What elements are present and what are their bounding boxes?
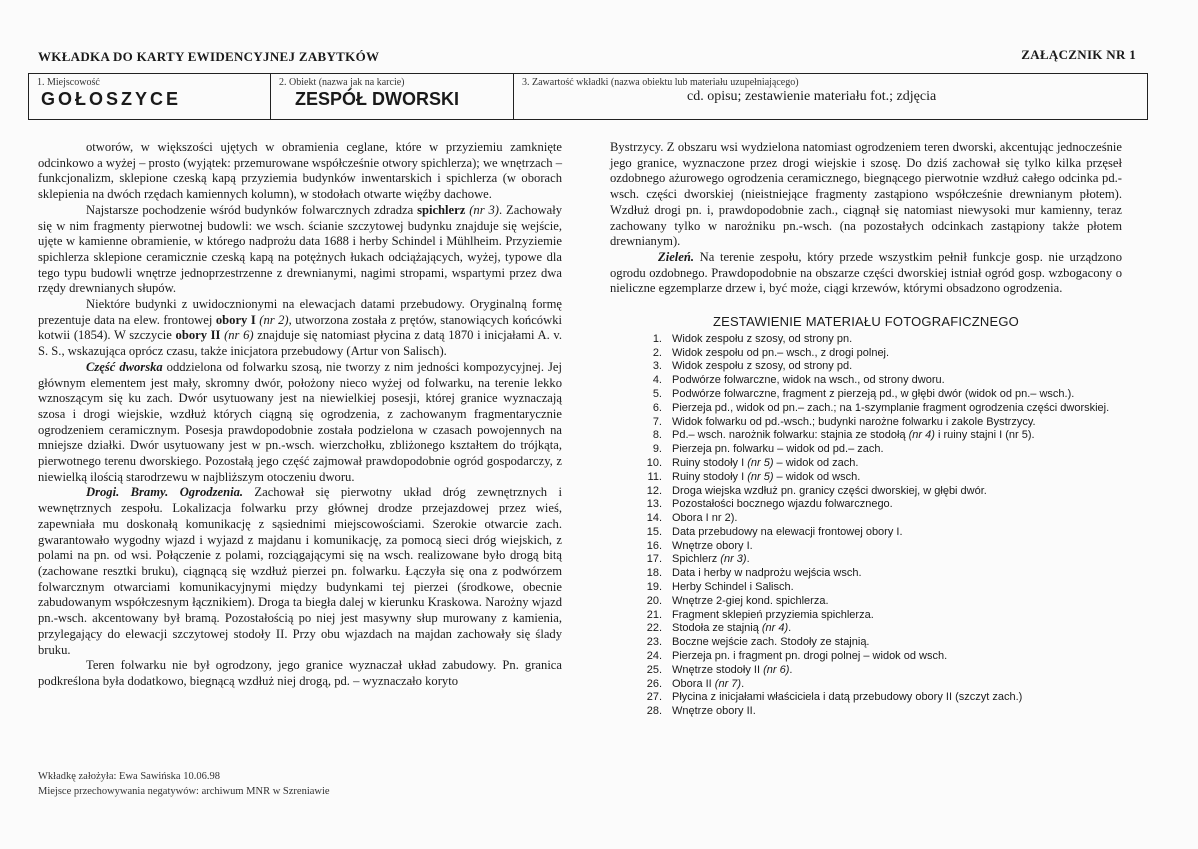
attachment-number: ZAŁĄCZNIK NR 1 — [1021, 47, 1136, 62]
photo-caption: Pd.– wsch. narożnik folwarku: stajnia ze stodołą (nr 4) i ruiny stajni I (nr 5). — [672, 429, 1035, 442]
photo-caption: Widok folwarku od pd.-wsch.; budynki narożne folwarku i zakole Bystrzycy. — [672, 415, 1036, 428]
photo-number: 4. — [652, 374, 662, 387]
photo-caption: Fragment sklepień przyziemia spichlerza. — [672, 608, 874, 621]
photo-caption: Boczne wejście zach. Stodoły ze stajnią. — [672, 636, 870, 649]
photo-number: 6. — [652, 401, 662, 414]
contents-value: cd. opisu; zestawienie materiału fot.; zdjęcia — [687, 89, 937, 104]
photo-caption: Spichlerz (nr 3). — [672, 553, 750, 566]
photo-list-item — [610, 443, 1122, 457]
photo-list-item — [610, 595, 1122, 609]
photo-caption: Pierzeja pn. folwarku – widok od pd.– zach. — [672, 443, 884, 456]
photo-list-item — [610, 691, 1122, 705]
photo-list-item — [610, 402, 1122, 416]
photo-caption: Pozostałości bocznego wjazdu folwarcznego. — [672, 498, 893, 511]
photo-caption: Widok zespołu z szosy, od strony pd. — [672, 360, 853, 373]
photo-list-item — [610, 416, 1122, 430]
paragraph-dates: Niektóre budynki z uwidocznionymi na elewacjach datami przebudowy. Oryginalną formę prezentuje data na elew. frontowej obory I (nr 2), utworzona została z prętów, stanowiących końcówki kotwii (1854). W szczycie obory II (nr 6) znajduje się natomiast płycina z datą 1870 i inicjałami A. v. S. S., wskazująca oprócz czasu, także inicjatora przebudowy (Artur von Salisch). — [38, 297, 562, 359]
header-fields — [28, 73, 1148, 120]
photo-caption: Data i herby w nadprożu wejścia wsch. — [672, 567, 862, 580]
photo-caption: Droga wiejska wzdłuż pn. granicy części dworskiej, w głębi dwór. — [672, 484, 987, 497]
photo-list-item — [610, 567, 1122, 581]
photo-number: 7. — [652, 415, 662, 428]
photo-list-item — [610, 471, 1122, 485]
left-column — [38, 140, 562, 690]
photo-number: 25. — [646, 663, 662, 676]
photo-number: 14. — [646, 512, 662, 525]
photo-caption: Podwórze folwarczne, widok na wsch., od strony dworu. — [672, 374, 945, 387]
photo-number: 3. — [652, 360, 662, 373]
paragraph: Bystrzycy. Z obszaru wsi wydzielona natomiast ogrodzeniem teren dworski, akcentując jednocześnie jego granice, wyznaczone przez drogi wiejskie i szosę. Do dziś zachował się tylko kilka przęseł ozdobnego ażurowego ogrodzenia ceramicznego, biegnącego pierwotnie wzdłuż całego odcinka pd.-wsch. części dworskiej (nieistniejące fragmenty zastąpiono współcześnie drewnianym płotem). Wzdłuż drogi pn. i, prawdopodobnie zach., ciągnął się natomiast niewysoki mur kamienny, teraz zachowany tylko w narożniku pn.-wsch. (na pozostałych odcinkach zastąpiony także płotem drewnianym). — [610, 140, 1122, 249]
paragraph-roads: Drogi. Bramy. Ogrodzenia. Zachował się pierwotny układ dróg zewnętrznych i wewnętrznych zespołu. Lokalizacja folwarku przy głównej drodze przejazdowej przez wieś, zapewniała mu doskonałą komunikację z sąsiednimi miejscowościami. Szerokie otwarcie zach. gwarantowało wygodny wjazd i wyjazd z majdanu i komunikację, za pomocą sieci dróg wiejskich, z polami na pn. od wsi. Połączenie z polami, rozciągającymi się na wsch. realizowane było drogą bitą (zachowane resztki bruku), ciągnącą się wzdłuż pierzei pn. folwarku. Łączyła się ona z podwórzem folwarcznym otwarciami komunikacyjnymi między budynkami tej pierzei (środkowe, obecnie zabudowanym współczesnym łącznikiem). Droga ta biegła dalej w kierunku Kraskowa. Narożny wjazd pn.-wsch. akcentowany był bramą. Pozostałością po niej jest masywny słup murowany z kamienia, przylegający do elewacji szczytowej stodoły II. Przy obu wjazdach na majdan zachowały się ślady bruku. — [38, 485, 562, 657]
photo-list-item — [610, 664, 1122, 678]
object-value: ZESPÓŁ DWORSKI — [295, 89, 460, 109]
photo-list — [610, 333, 1122, 719]
photo-caption: Wnętrze stodoły II (nr 6). — [672, 663, 793, 676]
photo-number: 11. — [647, 470, 662, 483]
contents-label: 3. Zawartość wkładki (nazwa obiektu lub materiału uzupełniającego) — [522, 77, 799, 88]
photo-number: 21. — [646, 608, 662, 621]
photo-list-item — [610, 540, 1122, 554]
photo-caption: Obora II (nr 7). — [672, 677, 745, 690]
photo-list-item — [610, 705, 1122, 719]
locality-label: 1. Miejscowość — [37, 77, 100, 88]
paragraph: otworów, w większości ujętych w obramienia ceglane, które w przyziemiu zamknięte odcinkowo a wyżej – prosto (wyjątek: przemurowane współcześnie otwory spichlerza); we wnętrzach – funkcjonalizm, sklepione czeską kapą przyziemia budynków inwentarskich i spichlerza (w oborach sklepienia na dwóch rzędach kamiennych kolumn), w stodołach otwarte więźby dachowe. — [38, 140, 562, 202]
photo-caption: Wnętrze obory I. — [672, 539, 753, 552]
photo-number: 1. — [652, 332, 662, 345]
photo-number: 26. — [646, 677, 662, 690]
locality-field — [29, 74, 271, 119]
photo-caption: Podwórze folwarczne, fragment z pierzeją pd., w głębi dwór (widok od pn.– wsch.). — [672, 387, 1075, 400]
photo-caption: Ruiny stodoły I (nr 5) – widok od wsch. — [672, 470, 861, 483]
photo-number: 24. — [646, 650, 662, 663]
photo-list-item — [610, 388, 1122, 402]
paragraph-manor-part: Część dworska oddzielona od folwarku szosą, nie tworzy z nim jedności kompozycyjnej. Jej głównym elementem jest mały, skromny dwór, położony nieco wyżej od folwarku, na terenie lekko wznoszącym się ku zach. Dwór usytuowany jest na niewielkiej posesji, której granice wyznaczają szosa i drogi wiejskie, wzdłuż których ciągną się ogrodzenia, z zachowanym fragmentarycznie ogrodzeniem ceramicznym. Posesja prawdopodobnie została podzielona w czasach powojennych na mniejsze działki. Dwór usytuowany jest w pn.-wsch. wierzchołku, zbliżonego kształtem do trójkąta, pierwotnego terenu dworskiego. Pozostałą jego część zajmował prawdopodobnie ogród gospodarczy, z niewielką ilością starodrzewu w najbliższym otoczeniu dworu. — [38, 359, 563, 484]
photo-list-item — [610, 622, 1122, 636]
photo-list-item — [610, 457, 1122, 471]
photo-list-item — [610, 498, 1122, 512]
photo-caption: Wnętrze 2-giej kond. spichlerza. — [672, 594, 829, 607]
photo-list-item — [610, 526, 1122, 540]
photo-number: 16. — [646, 539, 662, 552]
photo-caption: Widok zespołu od pn.– wsch., z drogi polnej. — [672, 346, 890, 359]
object-label: 2. Obiekt (nazwa jak na karcie) — [279, 77, 405, 88]
right-column — [610, 140, 1122, 719]
photo-list-item — [610, 374, 1122, 388]
photo-number: 28. — [646, 705, 662, 718]
photo-caption: Płycina z inicjałami właściciela i datą przebudowy obory II (szczyt zach.) — [672, 691, 1023, 704]
photo-list-item — [610, 553, 1122, 567]
photo-number: 19. — [646, 581, 662, 594]
footer-negatives: Miejsce przechowywania negatywów: archiwum MNR w Szreniawie — [38, 786, 330, 797]
photo-caption: Wnętrze obory II. — [672, 705, 756, 718]
photo-list-item — [610, 333, 1122, 347]
photo-caption: Pierzeja pd., widok od pn.– zach.; na 1-szymplanie fragment ogrodzenia części dworskiej. — [672, 401, 1110, 414]
photo-list-item — [610, 485, 1122, 499]
footer-author: Wkładkę założyła: Ewa Sawińska 10.06.98 — [38, 771, 220, 782]
paragraph: Teren folwarku nie był ogrodzony, jego granice wyznaczał układ zabudowy. Pn. granica podkreślona była dodatkowo, biegnącą wzdłuż niej drogą, pd. – wyznaczało koryto — [38, 658, 562, 688]
photo-caption: Obora I nr 2). — [672, 512, 738, 525]
photo-number: 27. — [646, 691, 662, 704]
photo-caption: Widok zespołu z szosy, od strony pn. — [672, 332, 853, 345]
photo-list-item — [610, 636, 1122, 650]
form-title: WKŁADKA DO KARTY EWIDENCYJNEJ ZABYTKÓW — [38, 49, 380, 64]
photo-number: 17. — [646, 553, 662, 566]
photo-number: 5. — [652, 387, 662, 400]
photo-number: 22. — [646, 622, 662, 635]
photo-number: 9. — [652, 443, 662, 456]
object-field — [271, 74, 514, 119]
photo-list-item — [610, 429, 1122, 443]
photo-number: 18. — [646, 567, 662, 580]
photo-list-item — [610, 360, 1122, 374]
photo-list-item — [610, 347, 1122, 361]
photo-list-item — [610, 678, 1122, 692]
contents-field — [514, 74, 1147, 119]
locality-value: GOŁOSZYCE — [41, 89, 182, 109]
photo-caption: Herby Schindel i Salisch. — [672, 581, 794, 594]
photo-list-item — [610, 512, 1122, 526]
paragraph-greenery: Zieleń. Na terenie zespołu, który przede wszystkim pełnił funkcje gosp. nie urządzono ogrodu ozdobnego. Prawdopodobnie na obszarze części dworskiej istniał ogród gosp. wzbogacony o nieliczne egzemplarze drzew i, być może, ciągi krzewów, którymi obsadzono ogrodzenia. — [610, 249, 1122, 296]
photo-number: 20. — [646, 594, 662, 607]
photo-caption: Pierzeja pn. i fragment pn. drogi polnej – widok od wsch. — [672, 650, 948, 663]
photo-list-item — [610, 609, 1122, 623]
photo-list-item — [610, 650, 1122, 664]
photo-list-title: ZESTAWIENIE MATERIAŁU FOTOGRAFICZNEGO — [713, 314, 1019, 330]
photo-list-item — [610, 581, 1122, 595]
photo-number: 23. — [646, 636, 662, 649]
photo-number: 12. — [646, 484, 662, 497]
photo-caption: Data przebudowy na elewacji frontowej obory I. — [672, 525, 903, 538]
photo-number: 8. — [652, 429, 662, 442]
photo-number: 13. — [646, 498, 662, 511]
photo-number: 10. — [646, 456, 662, 469]
paragraph-granary: Najstarsze pochodzenie wśród budynków folwarcznych zdradza spichlerz (nr 3). Zachowały się w nim fragmenty pierwotnej budowli: we wsch. ścianie szczytowej budynku znajduje się wejście, ujęte w kamienne obramienie, w którego nadprożu data 1688 i herby Schindel i Mühlheim. Przyziemie spichlerza sklepione ceramicznie czeską kapą na potężnych łukach odciążających, wyżej, typowe dla tego typu budowli wnętrze jednoprzestrzenne z drewnianymi, nagimi stropami, wspartymi przez dwa rzędy drewnianych słupów. — [38, 202, 563, 296]
photo-caption: Ruiny stodoły I (nr 5) – widok od zach. — [672, 456, 859, 469]
photo-number: 15. — [646, 525, 662, 538]
photo-caption: Stodoła ze stajnią (nr 4). — [672, 622, 792, 635]
photo-number: 2. — [652, 346, 662, 359]
